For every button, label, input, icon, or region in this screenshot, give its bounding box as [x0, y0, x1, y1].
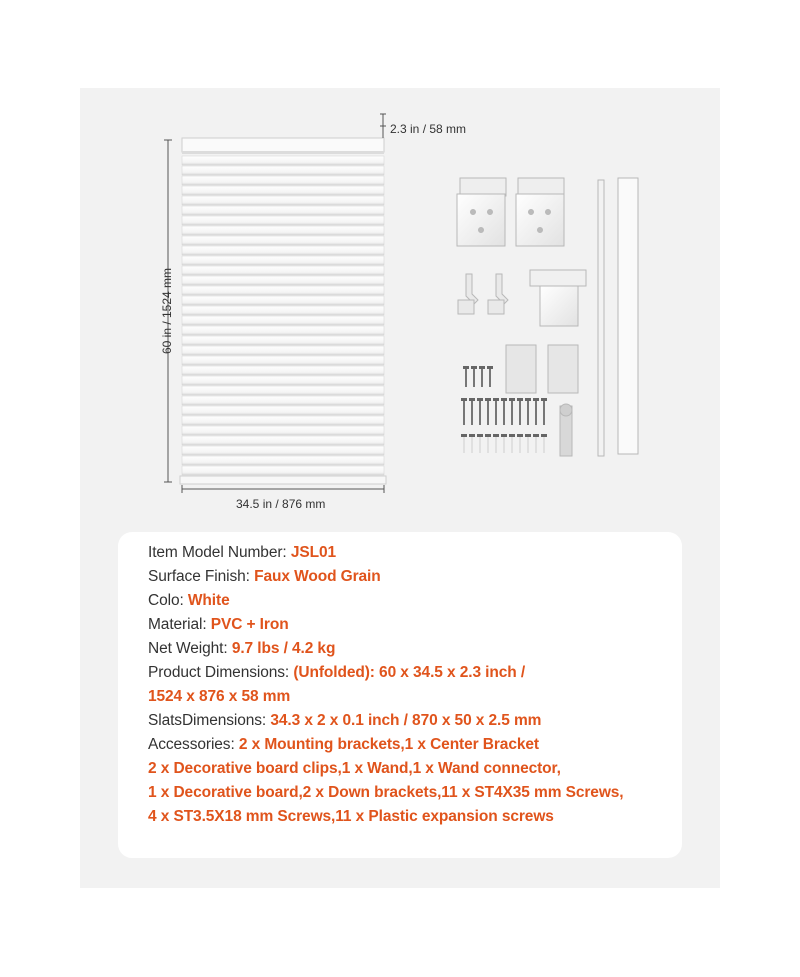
spec-product-dimensions	[148, 664, 525, 682]
wand-icon	[598, 180, 604, 456]
spec-label: Product Dimensions:	[148, 664, 294, 681]
blind-slat	[182, 306, 384, 315]
spec-label: Colo:	[148, 592, 188, 609]
blind-slat	[182, 186, 384, 195]
spec-label: Surface Finish:	[148, 568, 255, 585]
decorative-board-icon	[618, 178, 638, 454]
spec-accessories	[148, 736, 539, 754]
blind-slat	[182, 296, 384, 305]
short-screw-icon	[471, 366, 477, 387]
spec-value: (Unfolded): 60 x 34.5 x 2.3 inch /	[293, 664, 526, 681]
spec-slats	[148, 712, 541, 730]
blind-slat	[182, 406, 384, 415]
blind-slat	[182, 416, 384, 425]
blind-slat	[182, 426, 384, 435]
spec-color	[148, 592, 230, 610]
blind-slat	[182, 376, 384, 385]
blind-slat	[182, 366, 384, 375]
blind-slat	[182, 466, 384, 475]
blind-slat	[182, 456, 384, 465]
blind-slat	[182, 166, 384, 175]
spec-value: White	[187, 592, 230, 609]
short-screw-icon	[463, 366, 469, 387]
plastic-anchor-icon	[485, 434, 491, 453]
plastic-anchor-icon	[469, 434, 475, 453]
long-screw-icon	[493, 398, 499, 425]
long-screw-icon	[469, 398, 475, 425]
plastic-anchor-icon	[541, 434, 547, 453]
spec-value: Faux Wood Grain	[254, 568, 381, 585]
blind-slat	[182, 176, 384, 185]
plastic-anchor-icon	[461, 434, 467, 453]
blind-slat	[182, 256, 384, 265]
plastic-anchor-icon	[501, 434, 507, 453]
height-dimension-label: 60 in / 1524 mm	[160, 267, 174, 355]
plastic-anchor-icon	[517, 434, 523, 453]
long-screw-icon	[477, 398, 483, 425]
blind-slat	[182, 226, 384, 235]
spec-value: 9.7 lbs / 4.2 kg	[231, 640, 336, 657]
long-screw-icon	[485, 398, 491, 425]
blind-slat	[182, 346, 384, 355]
spec-value: JSL01	[290, 544, 336, 561]
long-screw-icon	[461, 398, 467, 425]
long-screw-icon	[517, 398, 523, 425]
spec-value: 1524 x 876 x 58 mm	[148, 688, 291, 705]
blind-slat	[182, 156, 384, 165]
spec-value: 4 x ST3.5X18 mm Screws,11 x Plastic expansion screws	[148, 808, 554, 825]
blind-slat	[182, 216, 384, 225]
long-screw-icon	[501, 398, 507, 425]
spec-product-dimensions-cont	[148, 688, 290, 706]
mounting-bracket-icon	[516, 178, 564, 246]
blind-slat	[182, 276, 384, 285]
spec-model	[148, 544, 336, 562]
blind-slat	[182, 266, 384, 275]
spec-material	[148, 616, 289, 634]
blind-slat	[182, 206, 384, 215]
plastic-anchor-icon	[493, 434, 499, 453]
spec-value: 2 x Mounting brackets,1 x Center Bracket	[238, 736, 539, 753]
head-rail	[182, 138, 384, 154]
plastic-anchor-icon	[525, 434, 531, 453]
spec-weight	[148, 640, 335, 658]
decorative-clip-icon	[488, 274, 508, 314]
center-bracket-icon	[530, 270, 586, 326]
blind-slat	[182, 396, 384, 405]
long-screw-icon	[533, 398, 539, 425]
plastic-anchor-icon	[533, 434, 539, 453]
spec-label: Material:	[148, 616, 211, 633]
blind-slats	[182, 156, 384, 475]
spec-label: Accessories:	[148, 736, 239, 753]
depth-dimension-label: 2.3 in / 58 mm	[390, 122, 467, 136]
blind-slat	[182, 446, 384, 455]
blind-slat	[182, 196, 384, 205]
blind-slat	[182, 286, 384, 295]
blind-slat	[182, 336, 384, 345]
blind-slat	[182, 236, 384, 245]
spec-label: Net Weight:	[148, 640, 232, 657]
blind-slat	[182, 436, 384, 445]
down-bracket-icon	[506, 345, 578, 393]
spec-label: Item Model Number:	[148, 544, 291, 561]
bottom-rail	[180, 476, 386, 484]
blind-slat	[182, 246, 384, 255]
spec-label: SlatsDimensions:	[148, 712, 271, 729]
blind-slat	[182, 316, 384, 325]
width-dimension-label: 34.5 in / 876 mm	[236, 497, 326, 511]
long-screw-icon	[541, 398, 547, 425]
spec-value: 1 x Decorative board,2 x Down brackets,11 x ST4X35 mm Screws,	[148, 784, 624, 801]
plastic-anchor-icon	[509, 434, 515, 453]
spec-accessories-line2	[148, 760, 561, 778]
spec-finish	[148, 568, 381, 586]
long-screw-icon	[509, 398, 515, 425]
spec-value: 2 x Decorative board clips,1 x Wand,1 x Wand connector,	[148, 760, 561, 777]
plastic-anchor-icon	[477, 434, 483, 453]
wand-connector-icon	[560, 404, 572, 456]
blind-slat	[182, 386, 384, 395]
spec-value: PVC + Iron	[210, 616, 289, 633]
long-screw-icon	[525, 398, 531, 425]
short-screw-icon	[487, 366, 493, 387]
spec-value: 34.3 x 2 x 0.1 inch / 870 x 50 x 2.5 mm	[270, 712, 542, 729]
spec-accessories-line4	[148, 808, 554, 826]
short-screw-icon	[479, 366, 485, 387]
decorative-clip-icon	[458, 274, 478, 314]
mounting-bracket-icon	[457, 178, 506, 246]
spec-accessories-line3	[148, 784, 624, 802]
accessory-parts	[457, 178, 638, 456]
blind-slat	[182, 356, 384, 365]
blind-slat	[182, 326, 384, 335]
